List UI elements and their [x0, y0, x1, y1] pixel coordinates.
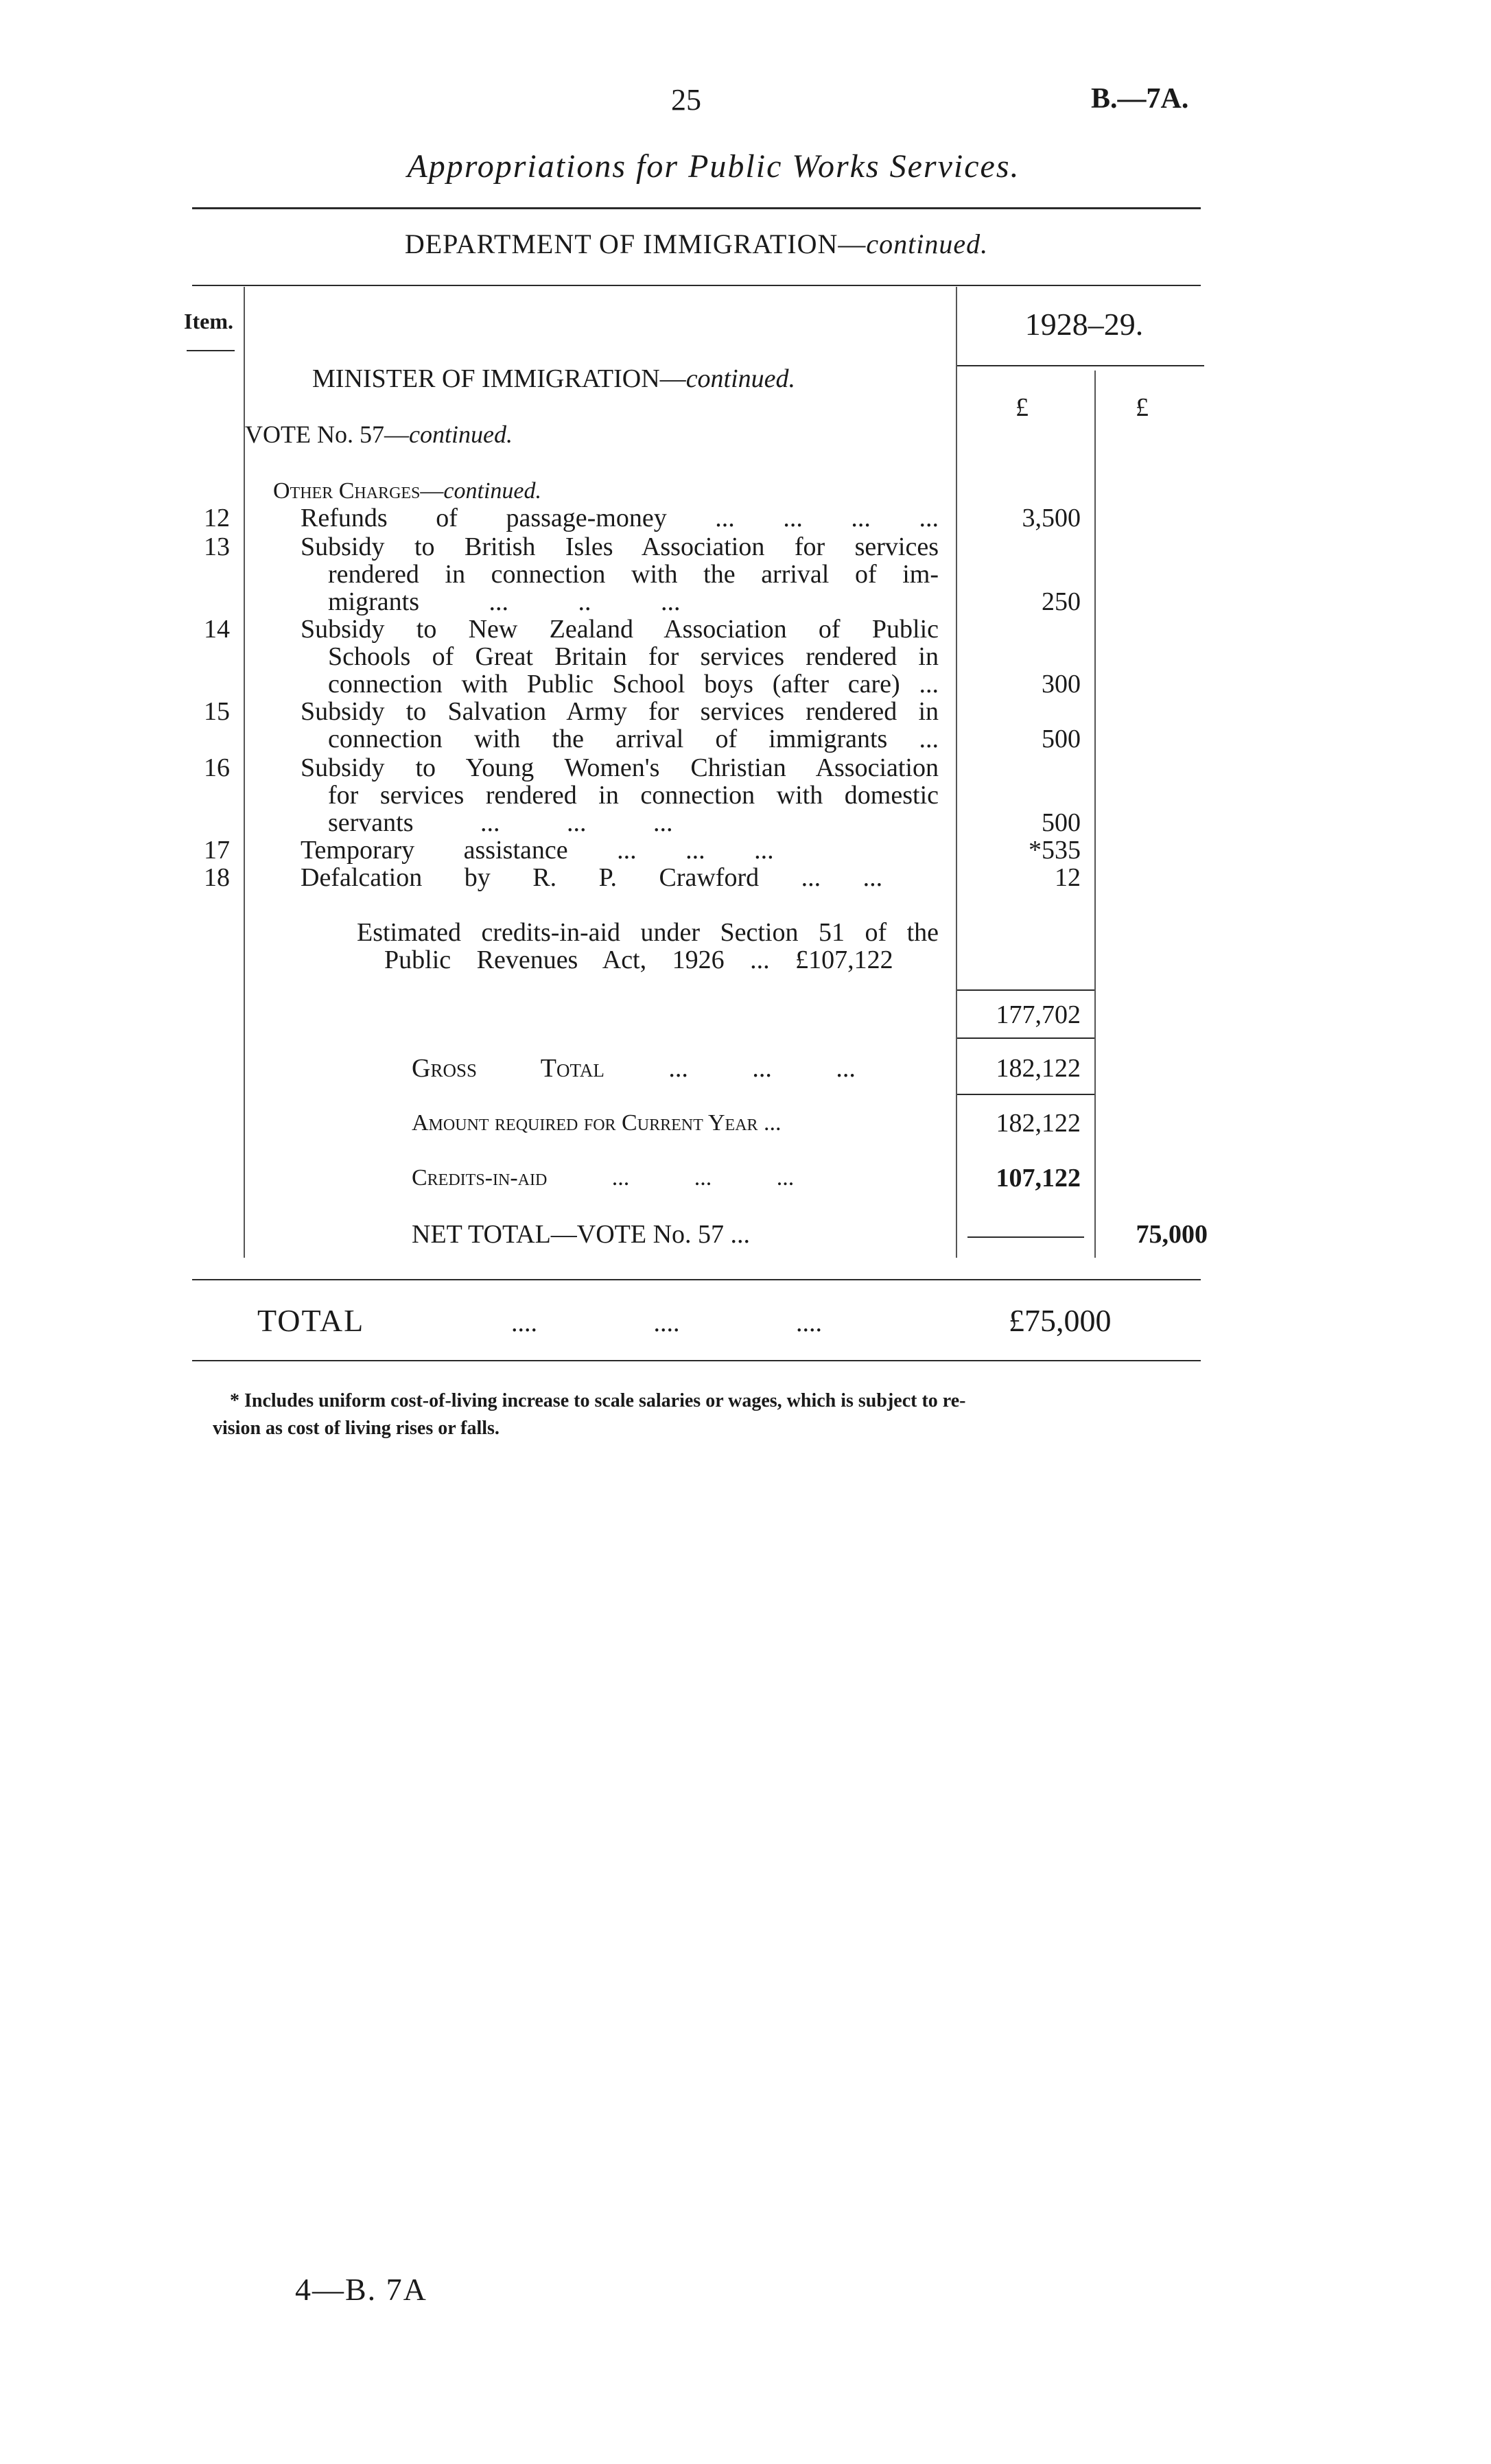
item-description-line: for services rendered in connection with domestic — [328, 781, 939, 810]
section-heading — [273, 478, 541, 504]
net-total-rule — [967, 1236, 1084, 1238]
gross-total-rule — [957, 1094, 1094, 1095]
document-reference: B.—7A. — [1091, 83, 1189, 115]
item-amount: *535 — [1029, 836, 1081, 865]
item-number: 15 — [204, 697, 230, 726]
total-dots: .... .... .... — [511, 1309, 822, 1337]
footnote-line: * Includes uniform cost-of-living increase to scale salaries or wages, which is subject to re- — [230, 1390, 966, 1411]
page-title: Appropriations for Public Works Services. — [407, 148, 1020, 185]
table-bottom-rule — [192, 1279, 1201, 1280]
minister-heading — [312, 364, 795, 394]
page-number: 25 — [671, 83, 701, 117]
subtotal-column-divider — [1094, 371, 1096, 1258]
credits-in-aid-label: Credits-in-aid ... ... ... — [412, 1165, 795, 1190]
item-column-header: Item. — [184, 309, 233, 333]
department-heading — [192, 228, 1201, 260]
amount-required-value: 182,122 — [996, 1109, 1081, 1138]
credits-estimate-line: Estimated credits-in-aid under Section 51 of the — [357, 918, 939, 947]
subtotal-rule-bottom — [957, 1037, 1094, 1039]
year-column-header: 1928–29. — [1024, 307, 1144, 342]
subtotal-rule — [957, 989, 1094, 991]
item-amount: 250 — [1042, 587, 1081, 616]
item-amount: 3,500 — [1022, 504, 1081, 532]
vote-suffix: continued. — [408, 421, 513, 448]
item-amount: 12 — [1055, 863, 1081, 892]
item-description-line: Subsidy to British Isles Association for services — [301, 532, 939, 561]
gross-total-value: 182,122 — [996, 1054, 1081, 1083]
item-amount: 500 — [1042, 808, 1081, 837]
subtotal-value: 177,702 — [996, 1000, 1081, 1029]
item-description-line: Subsidy to New Zealand Association of Public — [301, 615, 939, 644]
currency-symbol-total: £ — [1136, 393, 1149, 422]
year-header-rule — [957, 365, 1204, 366]
total-bottom-rule — [192, 1360, 1201, 1361]
department-suffix: continued. — [866, 228, 989, 259]
currency-symbol-subtotal: £ — [1015, 393, 1029, 422]
signature-mark: 4—B. 7A — [295, 2272, 427, 2307]
item-amount: 500 — [1042, 725, 1081, 753]
item-number: 18 — [204, 863, 230, 892]
minister-name: MINISTER OF IMMIGRATION— — [312, 364, 686, 393]
item-description-line: rendered in connection with the arrival of im- — [328, 560, 939, 589]
minister-suffix: continued. — [685, 364, 796, 393]
item-number: 17 — [204, 836, 230, 865]
net-total-value: 75,000 — [1136, 1220, 1208, 1249]
item-number: 12 — [204, 504, 230, 532]
section-name: Other Charges— — [273, 478, 444, 504]
amount-required-label: Amount required for Current Year ... — [412, 1110, 782, 1136]
item-header-rule — [187, 350, 235, 351]
item-number: 14 — [204, 615, 230, 644]
item-description-line: Schools of Great Britain for services rendered in — [328, 642, 939, 671]
amount-column-divider — [956, 287, 957, 1258]
credits-estimate-line: Public Revenues Act, 1926 ... £107,122 — [384, 946, 893, 974]
item-description-line: Subsidy to Salvation Army for services rendered in — [301, 697, 939, 726]
item-description-line: migrants ... .. ... — [328, 587, 681, 616]
section-suffix: continued. — [443, 478, 541, 504]
total-label: TOTAL — [257, 1303, 365, 1338]
total-value: £75,000 — [1009, 1303, 1112, 1338]
net-total-label: NET TOTAL—VOTE No. 57 ... — [412, 1220, 751, 1249]
item-amount: 300 — [1042, 670, 1081, 699]
title-rule — [192, 207, 1201, 209]
vote-name: VOTE No. 57— — [245, 421, 409, 448]
department-rule — [192, 285, 1201, 286]
item-description-line: Refunds of passage-money ... ... ... ... — [301, 504, 939, 532]
vote-heading — [245, 420, 513, 449]
item-description-line: Defalcation by R. P. Crawford ... ... — [301, 863, 883, 892]
footnote-line: vision as cost of living rises or falls. — [213, 1418, 500, 1439]
item-description-line: Subsidy to Young Women's Christian Association — [301, 753, 939, 782]
department-name: DEPARTMENT OF IMMIGRATION— — [404, 228, 867, 259]
gross-total-label: Gross Total ... ... ... — [412, 1054, 856, 1083]
item-description-line: connection with Public School boys (after care) ... — [328, 670, 939, 699]
credits-in-aid-value: 107,122 — [996, 1164, 1081, 1193]
item-description-line: connection with the arrival of immigrants ... — [328, 725, 939, 753]
item-number: 16 — [204, 753, 230, 782]
item-description-line: Temporary assistance ... ... ... — [301, 836, 774, 865]
item-description-line: servants ... ... ... — [328, 808, 673, 837]
item-number: 13 — [204, 532, 230, 561]
